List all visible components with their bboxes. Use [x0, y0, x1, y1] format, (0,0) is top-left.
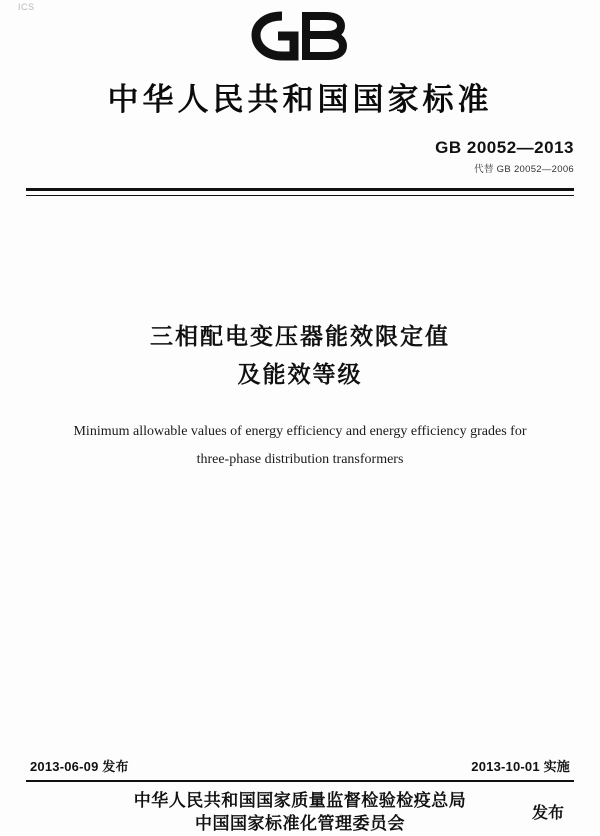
dates-row [30, 756, 570, 776]
standard-replaces: 代替 GB 20052—2006 [474, 164, 574, 175]
document-title-cn-line1: 三相配电变压器能效限定值 [150, 324, 450, 350]
publish-word: 发布 [531, 803, 564, 822]
document-title-en [40, 418, 560, 474]
document-title-en-line1: Minimum allowable values of energy efficiency and energy efficiency grades for [73, 424, 527, 439]
divider-thick [26, 188, 574, 191]
publisher-line-1: 中华人民共和国国家质量监督检验检疫总局 [133, 791, 467, 811]
divider-thin [26, 195, 574, 196]
divider-bottom [26, 780, 574, 782]
implementation-date: 2013-10-01 实施 [471, 759, 570, 774]
document-title-en-line2: three-phase distribution transformers [196, 452, 404, 467]
standard-number: GB 20052—2013 [435, 138, 574, 157]
standard-number-block [435, 138, 574, 175]
issue-date: 2013-06-09 发布 [30, 759, 129, 774]
publisher-line-2: 中国国家标准化管理委员会 [195, 814, 405, 834]
gb-logo-icon [220, 2, 380, 68]
document-title-cn-line2: 及能效等级 [237, 362, 363, 388]
publisher-block [0, 790, 600, 836]
page-title: 中华人民共和国国家标准 [107, 82, 493, 118]
corner-code-label: ICS [18, 2, 35, 12]
document-title-cn [0, 318, 600, 394]
